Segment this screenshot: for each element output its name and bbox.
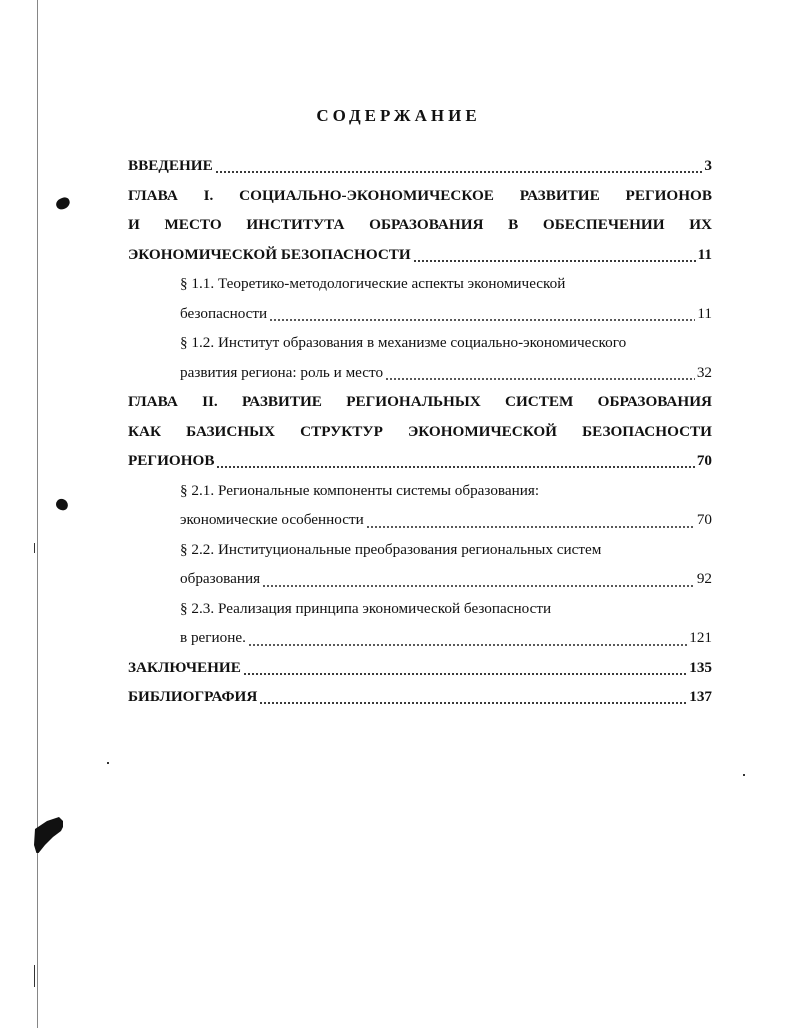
scan-speck <box>34 543 35 553</box>
toc-page-number: 3 <box>704 157 712 174</box>
toc-section-1-2-line-2 <box>128 358 712 388</box>
toc-page-number: 135 <box>689 658 712 676</box>
toc-entry-label: образования <box>180 570 261 587</box>
scan-speck <box>743 774 745 776</box>
toc-entry-conclusion <box>128 653 712 683</box>
toc-section-2-3-line-2 <box>128 623 712 653</box>
toc-entry-label: экономические особенности <box>180 511 364 528</box>
toc-entry-label: развития региона: роль и место <box>180 363 384 381</box>
toc-page-number: 70 <box>696 452 712 469</box>
dot-leader <box>216 466 694 468</box>
scan-speck <box>107 762 109 764</box>
scan-edge-line <box>37 0 38 1028</box>
toc-entry-label: ВВЕДЕНИЕ <box>128 157 213 174</box>
scan-speck <box>34 965 35 987</box>
dot-leader <box>366 526 695 528</box>
toc-page-number: 32 <box>696 363 712 381</box>
ink-blot <box>31 815 63 853</box>
toc-entry-label: БИБЛИОГРАФИЯ <box>128 688 258 705</box>
toc-entry-label: ЭКОНОМИЧЕСКОЙ БЕЗОПАСНОСТИ <box>128 245 411 263</box>
ink-blot <box>55 196 72 211</box>
dot-leader <box>413 260 696 262</box>
toc-entry-introduction <box>128 151 712 181</box>
toc-chapter-1-line-2: И МЕСТО ИНСТИТУТА ОБРАЗОВАНИЯ В ОБЕСПЕЧЕНИИ ИХ <box>128 216 712 233</box>
toc-section-2-2-line-2 <box>128 564 712 594</box>
toc-section-2-2-line-1: § 2.2. Институциональные преобразования региональных систем <box>180 540 602 558</box>
toc-section-1-1-line-2 <box>128 299 712 329</box>
dot-leader <box>269 319 695 321</box>
toc-page-number: 137 <box>689 688 712 705</box>
dot-leader <box>243 673 687 675</box>
toc-section-1-2-line-1: § 1.2. Институт образования в механизме социально-экономического <box>180 334 627 351</box>
dot-leader <box>262 585 695 587</box>
toc-section-2-1-line-1: § 2.1. Региональные компоненты системы образования: <box>180 481 540 499</box>
toc-chapter-2-line-1: ГЛАВА II. РАЗВИТИЕ РЕГИОНАЛЬНЫХ СИСТЕМ ОБРАЗОВАНИЯ <box>128 393 712 410</box>
dot-leader <box>248 644 687 646</box>
toc-entry-label: в регионе. <box>180 629 246 646</box>
table-of-contents <box>128 151 712 712</box>
toc-chapter-2-line-3 <box>128 446 712 476</box>
dot-leader <box>385 378 695 380</box>
dot-leader <box>215 171 703 173</box>
toc-page-number: 92 <box>696 570 712 587</box>
toc-chapter-2-line-2: КАК БАЗИСНЫХ СТРУКТУР ЭКОНОМИЧЕСКОЙ БЕЗОПАСНОСТИ <box>128 422 712 440</box>
toc-section-2-3-line-1: § 2.3. Реализация принципа экономической безопасности <box>180 599 552 617</box>
toc-page-number: 70 <box>696 511 712 528</box>
toc-chapter-1-line-3 <box>128 240 712 270</box>
toc-entry-label: ЗАКЛЮЧЕНИЕ <box>128 658 241 676</box>
toc-page-number: 11 <box>697 245 712 263</box>
toc-page-number: 11 <box>697 304 712 322</box>
toc-entry-label: РЕГИОНОВ <box>128 452 215 469</box>
toc-chapter-1-line-1: ГЛАВА I. СОЦИАЛЬНО-ЭКОНОМИЧЕСКОЕ РАЗВИТИЕ РЕГИОНОВ <box>128 186 712 204</box>
page-title: СОДЕРЖАНИЕ <box>316 106 481 125</box>
dot-leader <box>259 702 687 704</box>
toc-entry-bibliography <box>128 682 712 712</box>
toc-page-number: 121 <box>689 629 712 646</box>
toc-section-1-1-line-1: § 1.1. Теоретико-методологические аспекты экономической <box>180 275 566 292</box>
ink-blot <box>55 498 69 512</box>
toc-section-2-1-line-2 <box>128 505 712 535</box>
toc-entry-label: безопасности <box>180 304 268 322</box>
